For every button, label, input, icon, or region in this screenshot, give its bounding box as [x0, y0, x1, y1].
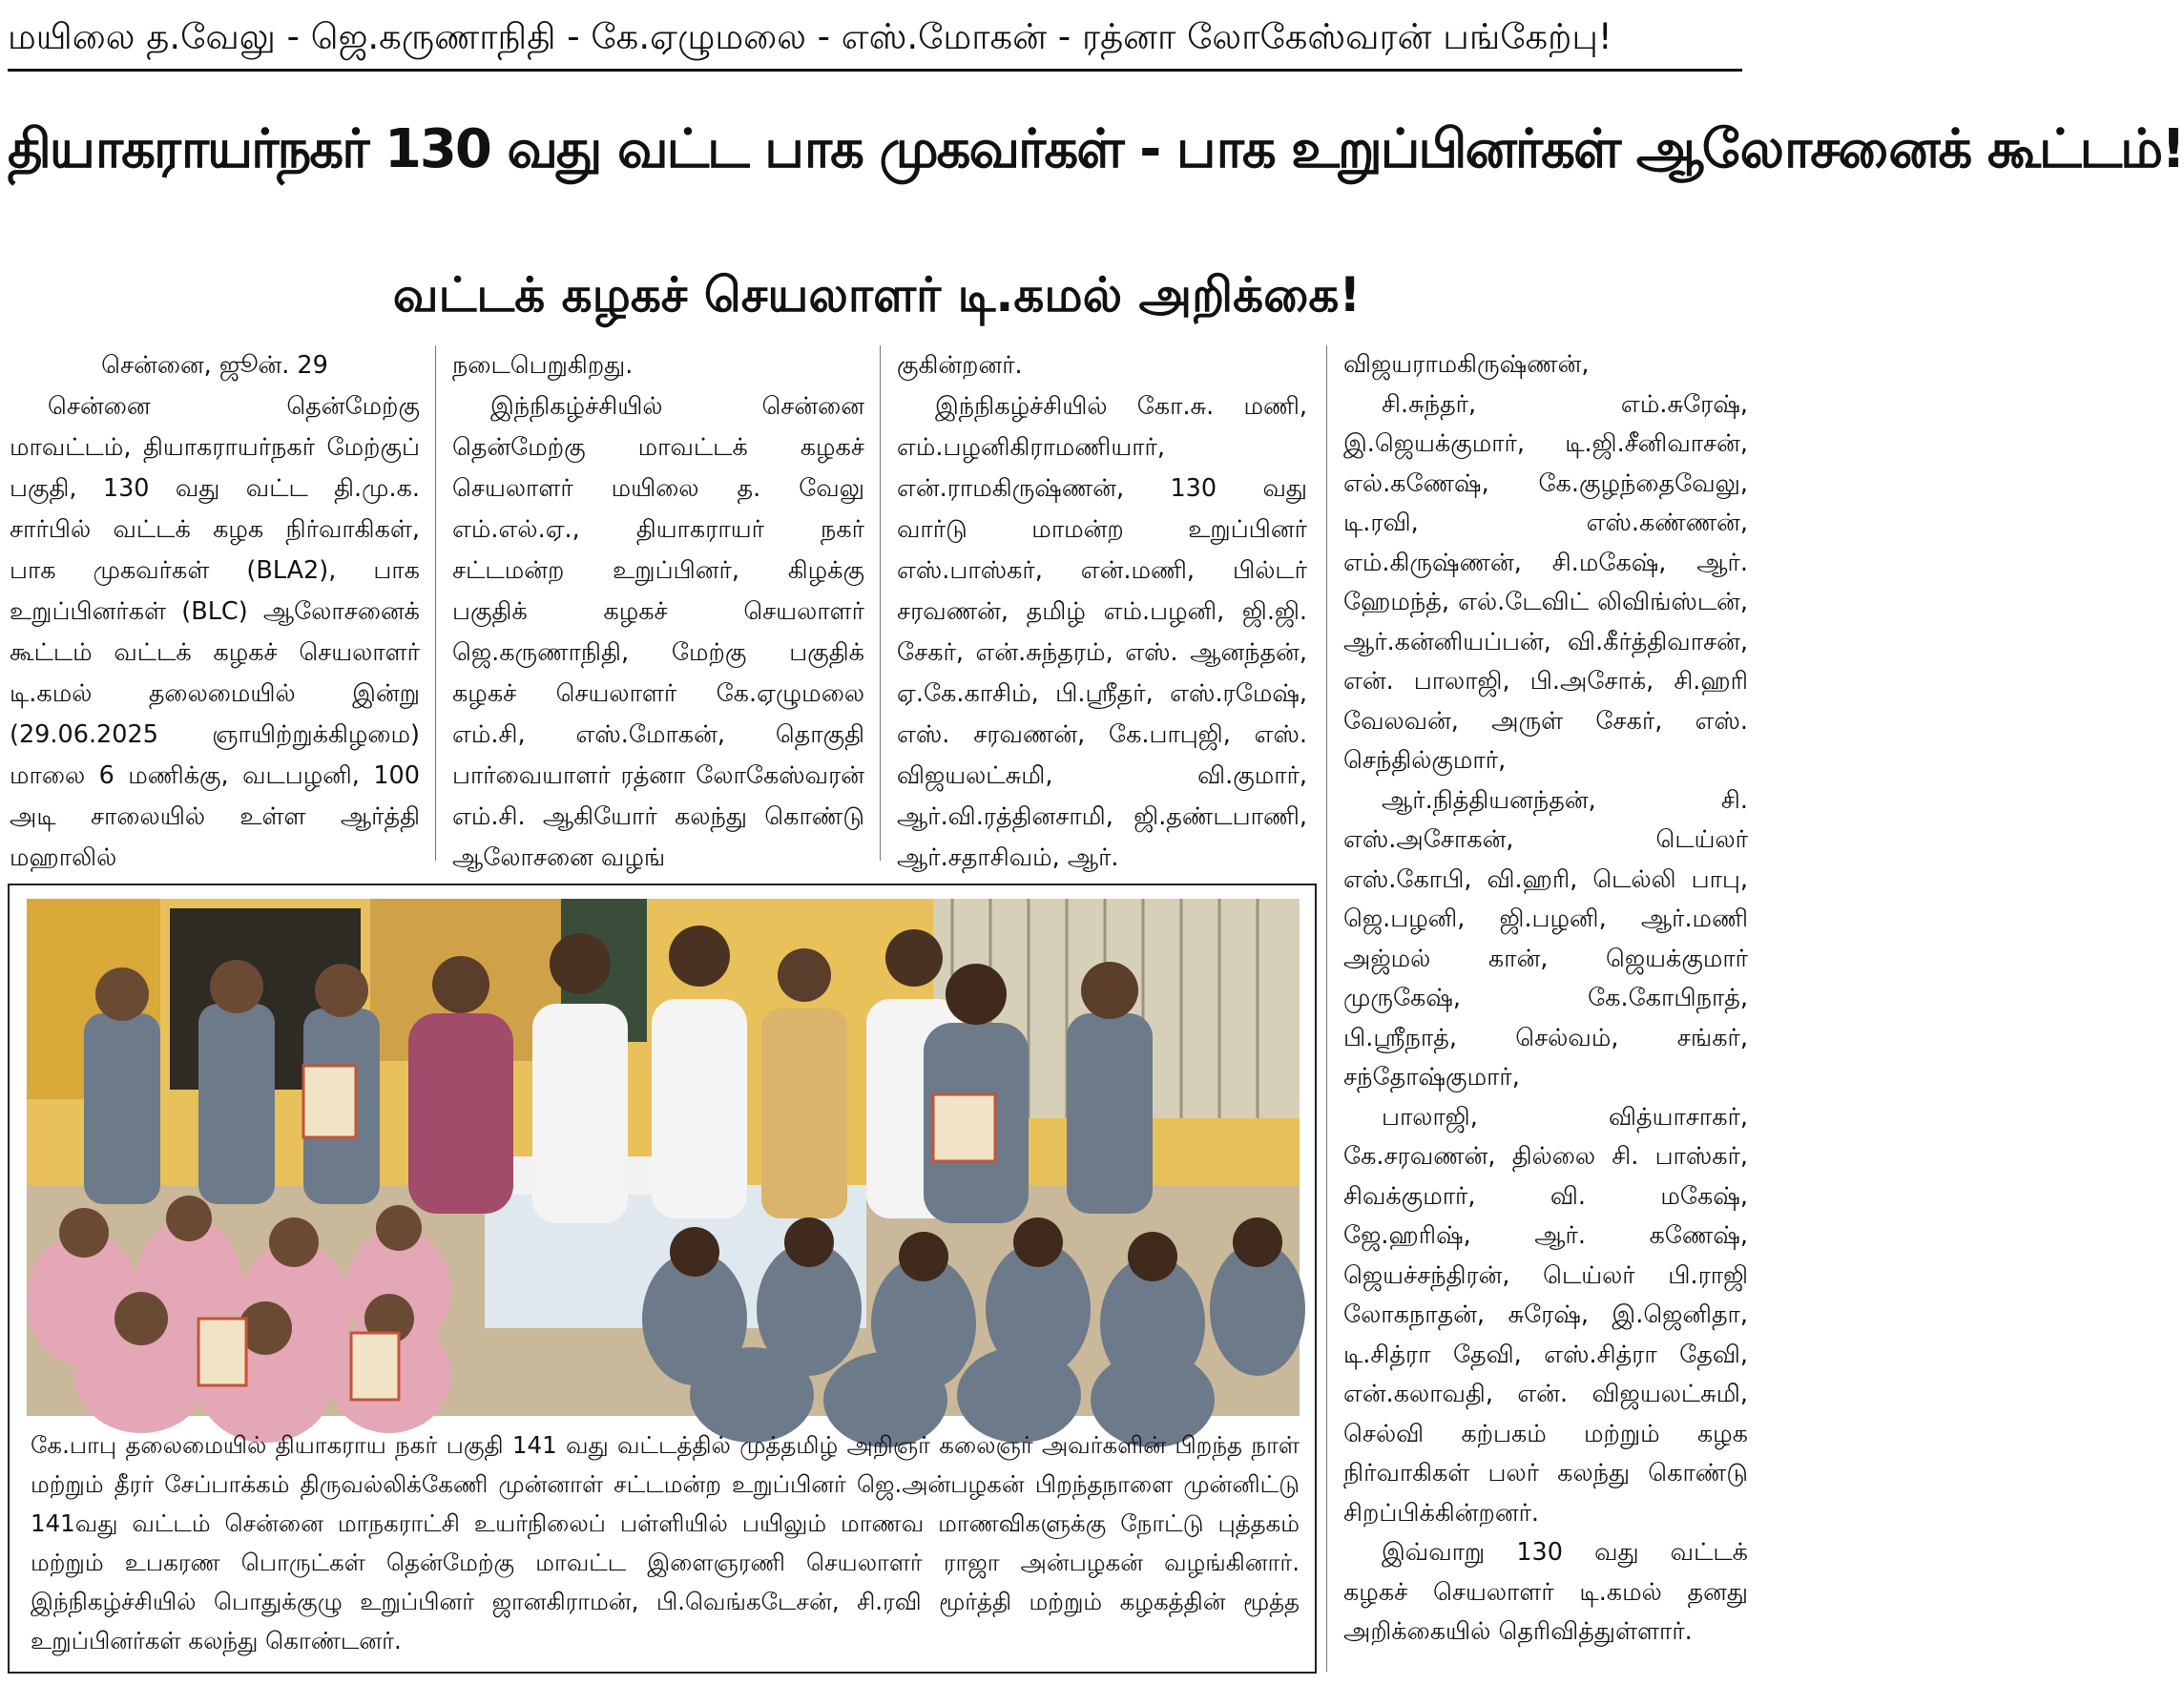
photo-illustration	[27, 899, 1300, 1416]
photo-caption: கே.பாபு தலைமையில் தியாகராய நகர் பகுதி 141 வது வட்டத்தில் முத்தமிழ் அறிஞர் கலைஞர் அவர்களின் பிறந்த நாள் மற்றும் தீரர் சேப்பாக்கம் திருவல்லிக்கேணி முன்னாள் சட்டமன்ற உறுப்பினர் ஜெ.அன்பழகன் பிறந்தநாளை முன்னிட்டு 141வது வட்டம் சென்னை மாநகராட்சி உயர்நிலைப் பள்ளியில் பயிலும் மாணவ மாணவிகளுக்கு நோட்டு புத்தகம் மற்றும் உபகரண பொருட்கள் தென்மேற்கு மாவட்ட இளைஞரணி செயலாளர் ராஜா அன்பழகன் வழங்கினார். இந்நிகழ்ச்சியில் பொதுக்குழு உறுப்பினர் ஜானகிராமன், பி.வெங்கடேசன், சி.ரவி மூர்த்தி மற்றும் கழகத்தின் மூத்த உறுப்பினர்கள் கலந்து கொண்டனர்.	[31, 1431, 1300, 1654]
headline: தியாகராயர்நகர் 130 வது வட்ட பாக முகவர்கள் - பாக உறுப்பினர்கள் ஆலோசனைக் கூட்டம்!	[8, 118, 2184, 180]
article-paragraph: பாலாஜி, வித்யாசாகர், கே.சரவணன், தில்லை சி. பாஸ்கர், சிவக்குமார், வி. மகேஷ், ஜே.ஹரிஷ், ஆர். கணேஷ், ஜெயச்சந்திரன், டெய்லர் பி.ராஜி லோகநாதன், சுரேஷ், இ.ஜெனிதா, டி.சித்ரா தேவி, எஸ்.சித்ரா தேவி, என்.கலாவதி, என். விஜயலட்சுமி, செல்வி கற்பகம் மற்றும் கழக நிர்வாகிகள் பலர் கலந்து கொண்டு சிறப்பிக்கின்றனர்.	[1343, 1102, 1748, 1528]
article-paragraph: இந்நிகழ்ச்சியில் கோ.சு. மணி, எம்.பழனிகிராமணியார், என்.ராமகிருஷ்ணன், 130 வது வார்டு மாமன்ற உறுப்பினர் எஸ்.பாஸ்கர், என்.மணி, பில்டர் சரவணன், தமிழ் எம்.பழனி, ஜி.ஜி. சேகர், என்.சுந்தரம், எஸ். ஆனந்தன், ஏ.கே.காசிம், பி.ஸ்ரீதர், எஸ்.ரமேஷ், எஸ். சரவணன், கே.பாபுஜி, எஸ். விஜயலட்சுமி, வி.குமார், ஆர்.வி.ரத்தினசாமி, ஜி.தண்டபாணி, ஆர்.சதாசிவம், ஆர்.	[897, 392, 1307, 872]
article-column-2	[452, 345, 864, 872]
article-paragraph: சி.சுந்தர், எம்.சுரேஷ், இ.ஜெயக்குமார், டி.ஜி.சீனிவாசன், எல்.கணேஷ், கே.குழந்தைவேலு, டி.ரவி, எஸ்.கண்ணன், எம்.கிருஷ்ணன், சி.மகேஷ், ஆர். ஹேமந்த், எல்.டேவிட் லிவிங்ஸ்டன், ஆர்.கன்னியப்பன், வி.கீர்த்திவாசன், என். பாலாஜி, பி.அசோக், சி.ஹரி வேலவன், அருள் சேகர், எஸ். செந்தில்குமார்,	[1343, 389, 1748, 775]
column-divider	[1326, 345, 1327, 1672]
kicker-line: மயிலை த.வேலு - ஜெ.கருணாநிதி - கே.ஏழுமலை - எஸ்.மோகன் - ரத்னா லோகேஸ்வரன் பங்கேற்பு!	[8, 6, 1742, 72]
article-column-1	[10, 345, 420, 872]
article-paragraph: விஜயராமகிருஷ்ணன்,	[1343, 350, 1590, 379]
article-paragraph: இந்நிகழ்ச்சியில் சென்னை தென்மேற்கு மாவட்டக் கழகச் செயலாளர் மயிலை த. வேலு எம்.எல்.ஏ., தியாகராயர் நகர் சட்டமன்ற உறுப்பினர், கிழக்கு பகுதிக் கழகச் செயலாளர் ஜெ.கருணாநிதி, மேற்கு பகுதிக் கழகச் செயலாளர் கே.ஏழுமலை எம்.சி, எஸ்.மோகன், தொகுதி பார்வையாளர் ரத்னா லோகேஸ்வரன் எம்.சி. ஆகியோர் கலந்து கொண்டு ஆலோசனை வழங்	[452, 392, 864, 872]
article-paragraph: சென்னை தென்மேற்கு மாவட்டம், தியாகராயர்நகர் மேற்குப் பகுதி, 130 வது வட்ட தி.மு.க. சார்பில் வட்டக் கழக நிர்வாகிகள், பாக முகவர்கள் (BLA2), பாக உறுப்பினர்கள் (BLC) ஆலோசனைக் கூட்டம் வட்டக் கழகச் செயலாளர் டி.கமல் தலைமையில் இன்று (29.06.2025 ஞாயிற்றுக்கிழமை) மாலை 6 மணிக்கு, வடபழனி, 100 அடி சாலையில் உள்ள ஆர்த்தி மஹாலில்	[10, 392, 420, 872]
subheadline: வட்டக் கழகச் செயலாளர் டி.கமல் அறிக்கை!	[392, 267, 1362, 322]
article-paragraph: ஆர்.நித்தியனந்தன், சி. எஸ்.அசோகன், டெய்லர் எஸ்.கோபி, வி.ஹரி, டெல்லி பாபு, ஜெ.பழனி, ஜி.பழனி, ஆர்.மணி அஜ்மல் கான், ஜெயக்குமார் முருகேஷ், கே.கோபிநாத், பி.ஸ்ரீநாத், செல்வம், சங்கர், சந்தோஷ்குமார்,	[1343, 785, 1748, 1092]
column-divider	[435, 345, 436, 861]
article-column-4	[1343, 345, 1748, 1679]
article-column-3	[897, 345, 1307, 872]
photo-box	[8, 884, 1317, 1674]
column-divider	[880, 345, 881, 861]
article-paragraph: குகின்றனர்.	[897, 351, 1023, 380]
article-paragraph: இவ்வாறு 130 வது வட்டக் கழகச் செயலாளர் டி.கமல் தனது அறிக்கையில் தெரிவித்துள்ளார்.	[1343, 1538, 1748, 1646]
event-photo	[27, 899, 1300, 1416]
article-paragraph: நடைபெறுகிறது.	[452, 351, 634, 380]
dateline: சென்னை, ஜூன். 29	[101, 351, 328, 380]
